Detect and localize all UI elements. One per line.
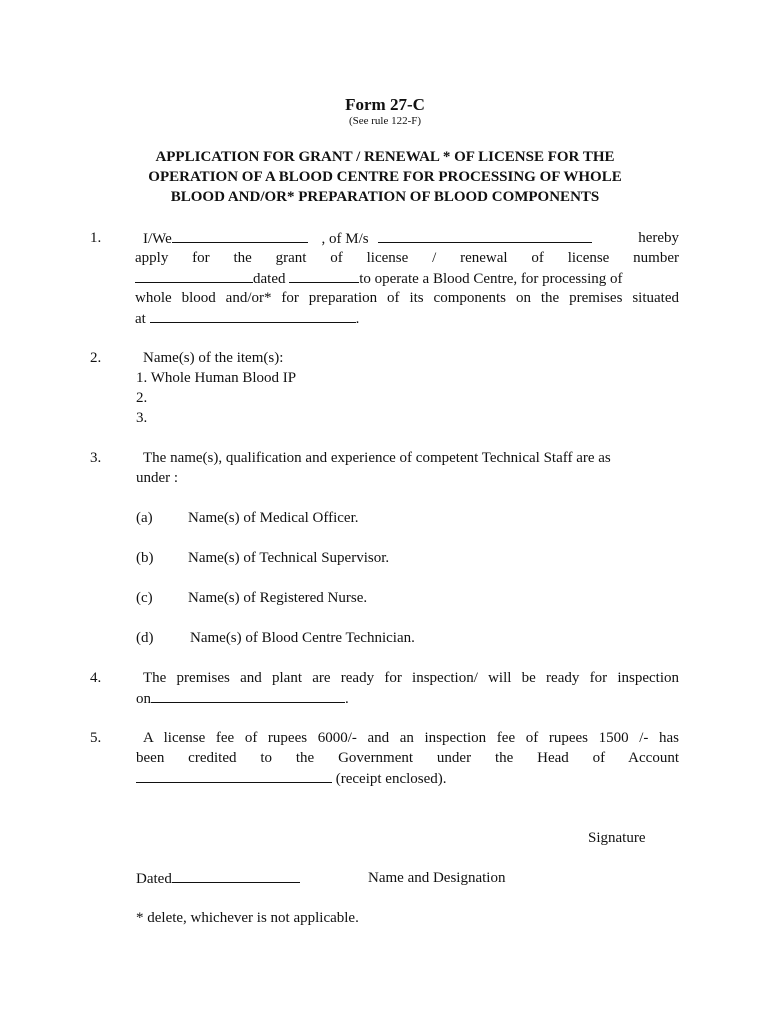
footer-dated-label: Dated (136, 871, 172, 887)
at-label: at (135, 311, 146, 327)
name-designation-label: Name and Designation (368, 870, 506, 886)
item-4-line-1: The premises and plant are ready for inspection/ will be ready for inspection (143, 670, 679, 686)
heading-line-3: BLOOD AND/OR* PREPARATION OF BLOOD COMPONENTS (170, 189, 600, 205)
subitem-a-text: Name(s) of Medical Officer. (188, 510, 359, 526)
item-4-line-2 (136, 690, 349, 708)
dated-label: dated (253, 271, 286, 287)
item-2-entry-2: 2. (136, 390, 148, 406)
to-operate-text: to operate a Blood Centre, for processing of (359, 271, 623, 287)
on-label: on (136, 691, 151, 707)
form-title: Form 27-C (345, 95, 425, 114)
subitem-b-text: Name(s) of Technical Supervisor. (188, 550, 390, 566)
license-number-blank[interactable] (135, 270, 253, 283)
heading-line-1: APPLICATION FOR GRANT / RENEWAL * OF LICENSE FOR THE (155, 149, 615, 165)
subitem-c-text: Name(s) of Registered Nurse. (188, 590, 368, 606)
item-3-label-line-2: under : (136, 470, 179, 486)
heading-line-2: OPERATION OF A BLOOD CENTRE FOR PROCESSING OF WHOLE (148, 169, 622, 185)
item-3-label-line-1: The name(s), qualification and experience of competent Technical Staff are as (143, 450, 611, 466)
item-2-label: Name(s) of the item(s): (143, 350, 284, 366)
item-1-number: 1. (90, 230, 102, 246)
ms-blank[interactable] (378, 230, 592, 243)
item-1-line-2: apply for the grant of license / renewal of license number (135, 250, 679, 266)
subitem-a-marker: (a) (136, 510, 153, 526)
hereby-label: hereby (638, 230, 679, 246)
dated-blank[interactable] (289, 270, 359, 283)
subitem-d-marker: (d) (136, 630, 154, 646)
iwe-blank[interactable] (172, 230, 308, 243)
item-1-period: . (355, 311, 360, 327)
account-head-blank[interactable] (136, 770, 332, 783)
item-1-line-1 (135, 230, 679, 248)
footer-dated (136, 870, 300, 888)
item-5-number: 5. (90, 730, 102, 746)
of-ms-label: , of M/s (321, 231, 369, 247)
item-5-line-2: been credited to the Government under the Head of Account (136, 750, 679, 766)
item-1-line-5 (135, 310, 359, 328)
item-1-line-3 (135, 270, 679, 288)
item-2-entry-1: 1. Whole Human Blood IP (136, 370, 297, 386)
item-1-line-4: whole blood and/or* for preparation of its components on the premises situated (135, 290, 679, 306)
item-2-entry-3: 3. (136, 410, 148, 426)
premises-blank[interactable] (150, 310, 356, 323)
item-4-number: 4. (90, 670, 102, 686)
form-subtitle: (See rule 122-F) (348, 115, 422, 127)
receipt-text: (receipt enclosed). (335, 771, 447, 787)
subitem-b-marker: (b) (136, 550, 154, 566)
signature-label: Signature (588, 830, 646, 846)
item-5-line-1: A license fee of rupees 6000/- and an inspection fee of rupees 1500 /- has (143, 730, 679, 746)
footnote: * delete, whichever is not applicable. (136, 910, 359, 926)
iwe-label: I/We (143, 231, 172, 247)
footer-dated-blank[interactable] (172, 870, 300, 883)
item-3-number: 3. (90, 450, 102, 466)
item-5-line-3 (136, 770, 447, 788)
item-4-period: . (345, 691, 349, 707)
inspection-date-blank[interactable] (151, 690, 345, 703)
item-2-number: 2. (90, 350, 102, 366)
subitem-c-marker: (c) (136, 590, 153, 606)
subitem-d-text: Name(s) of Blood Centre Technician. (190, 630, 415, 646)
